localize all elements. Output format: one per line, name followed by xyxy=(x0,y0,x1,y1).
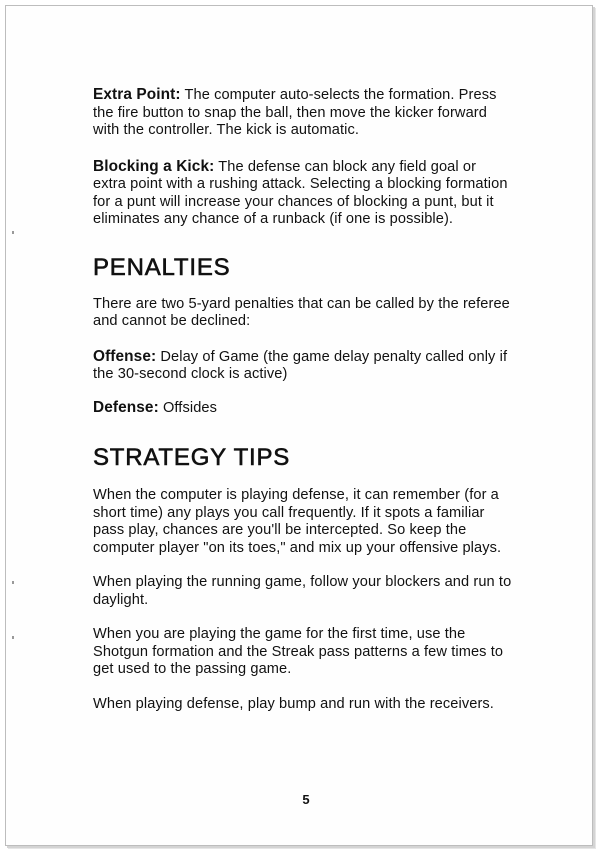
strategy-tip: When playing the running game, follow your blockers and run to daylight. xyxy=(93,574,512,608)
defense-text: Offsides xyxy=(158,399,218,416)
blocking-kick-text: The defense can block any field goal or extra point with a rushing attack. Selecting a blocking formation for a punt will increase your chances of blocking a punt, but it eliminates any chance of a runback (if one is possible). xyxy=(93,158,508,227)
blocking-kick-term: Blocking a Kick: xyxy=(93,157,215,175)
blocking-kick-paragraph xyxy=(93,158,513,229)
scan-mark xyxy=(12,636,14,639)
offense-paragraph xyxy=(93,348,513,384)
offense-text: Delay of Game (the game delay penalty called only if the 30-second clock is active) xyxy=(93,348,508,382)
strategy-tip: When playing defense, play bump and run with the receivers. xyxy=(93,695,494,712)
manual-page xyxy=(5,5,593,846)
strategy-tip: When the computer is playing defense, it can remember (for a short time) any plays you call frequently. If it spots a familiar pass play, chances are you'll be intercepted. So keep the computer player "on its toes," and mix up your offensive plays. xyxy=(93,487,502,556)
strategy-heading: STRATEGY TIPS xyxy=(93,444,291,471)
page-number: 5 xyxy=(302,792,310,807)
scan-mark xyxy=(12,231,14,234)
defense-paragraph xyxy=(93,399,513,418)
extra-point-paragraph xyxy=(93,86,513,140)
extra-point-text: The computer auto-selects the formation. Press the fire button to snap the ball, then move the kicker forward with the controller. The kick is automatic. xyxy=(93,87,497,138)
page-content xyxy=(93,86,513,713)
penalties-heading: PENALTIES xyxy=(93,253,231,281)
defense-term: Defense: xyxy=(93,398,159,416)
strategy-tip: When you are playing the game for the first time, use the Shotgun formation and the Streak pass patterns a few times to get used to the passing game. xyxy=(93,626,504,677)
offense-term: Offense: xyxy=(93,347,157,365)
extra-point-term: Extra Point: xyxy=(93,86,181,103)
scan-mark xyxy=(12,581,14,584)
penalties-intro: There are two 5-yard penalties that can be called by the referee and cannot be declined: xyxy=(93,295,510,329)
